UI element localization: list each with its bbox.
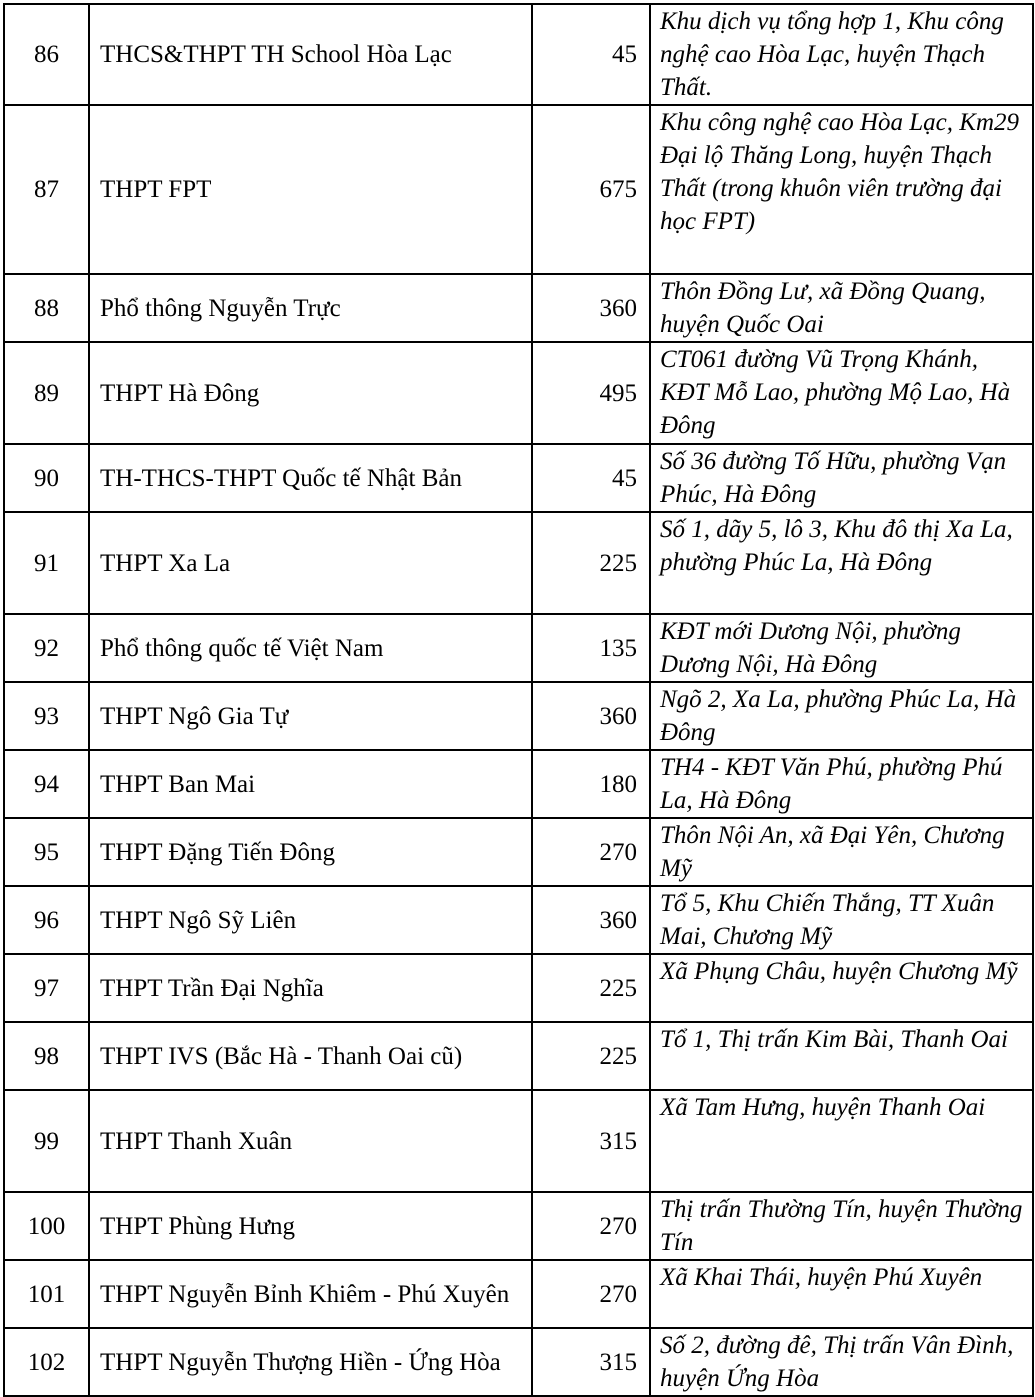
school-name: TH-THCS-THPT Quốc tế Nhật Bản	[89, 444, 532, 512]
enrollment-quota: 360	[532, 682, 650, 750]
row-number: 94	[4, 750, 89, 818]
enrollment-quota: 225	[532, 512, 650, 614]
school-name: THPT Thanh Xuân	[89, 1090, 532, 1192]
row-number: 91	[4, 512, 89, 614]
enrollment-quota: 315	[532, 1328, 650, 1396]
row-number: 97	[4, 954, 89, 1022]
school-address: Khu dịch vụ tổng hợp 1, Khu công nghệ cao Hòa Lạc, huyện Thạch Thất.	[650, 4, 1033, 105]
table-row	[4, 614, 1033, 682]
row-number: 96	[4, 886, 89, 954]
table-row	[4, 4, 1033, 105]
school-name: THPT FPT	[89, 105, 532, 274]
table-row	[4, 1260, 1033, 1328]
school-address: Số 2, đường đê, Thị trấn Vân Đình, huyện Ứng Hòa	[650, 1328, 1033, 1396]
table-body	[4, 4, 1033, 1396]
enrollment-quota: 135	[532, 614, 650, 682]
row-number: 92	[4, 614, 89, 682]
enrollment-quota: 180	[532, 750, 650, 818]
enrollment-quota: 495	[532, 342, 650, 444]
school-address: Số 1, dãy 5, lô 3, Khu đô thị Xa La, phường Phúc La, Hà Đông	[650, 512, 1033, 614]
table-row	[4, 1192, 1033, 1260]
school-name: THPT IVS (Bắc Hà - Thanh Oai cũ)	[89, 1022, 532, 1090]
school-name: THPT Nguyễn Bỉnh Khiêm - Phú Xuyên	[89, 1260, 532, 1328]
school-name: THPT Ngô Sỹ Liên	[89, 886, 532, 954]
enrollment-quota: 225	[532, 954, 650, 1022]
table-row	[4, 512, 1033, 614]
school-name: Phổ thông quốc tế Việt Nam	[89, 614, 532, 682]
row-number: 99	[4, 1090, 89, 1192]
table-row	[4, 1090, 1033, 1192]
enrollment-quota: 270	[532, 818, 650, 886]
enrollment-quota: 315	[532, 1090, 650, 1192]
enrollment-quota: 270	[532, 1192, 650, 1260]
school-name: THPT Ban Mai	[89, 750, 532, 818]
table-row	[4, 954, 1033, 1022]
row-number: 95	[4, 818, 89, 886]
school-name: THPT Phùng Hưng	[89, 1192, 532, 1260]
school-address: Thôn Nội An, xã Đại Yên, Chương Mỹ	[650, 818, 1033, 886]
row-number: 88	[4, 274, 89, 342]
table-row	[4, 682, 1033, 750]
school-address: Xã Phụng Châu, huyện Chương Mỹ	[650, 954, 1033, 1022]
table-row	[4, 750, 1033, 818]
school-name: THPT Trần Đại Nghĩa	[89, 954, 532, 1022]
table-row	[4, 274, 1033, 342]
enrollment-quota: 270	[532, 1260, 650, 1328]
school-address: Thị trấn Thường Tín, huyện Thường Tín	[650, 1192, 1033, 1260]
row-number: 86	[4, 4, 89, 105]
table-row	[4, 886, 1033, 954]
row-number: 87	[4, 105, 89, 274]
table-row	[4, 342, 1033, 444]
school-address: Xã Khai Thái, huyện Phú Xuyên	[650, 1260, 1033, 1328]
enrollment-quota: 45	[532, 444, 650, 512]
school-name: Phổ thông Nguyễn Trực	[89, 274, 532, 342]
enrollment-quota: 360	[532, 886, 650, 954]
table-row	[4, 444, 1033, 512]
school-name: THCS&THPT TH School Hòa Lạc	[89, 4, 532, 105]
school-address: Khu công nghệ cao Hòa Lạc, Km29 Đại lộ Thăng Long, huyện Thạch Thất (trong khuôn viên trường đại học FPT)	[650, 105, 1033, 274]
row-number: 101	[4, 1260, 89, 1328]
school-address: CT061 đường Vũ Trọng Khánh, KĐT Mỗ Lao, phường Mộ Lao, Hà Đông	[650, 342, 1033, 444]
table-row	[4, 105, 1033, 274]
enrollment-quota: 360	[532, 274, 650, 342]
enrollment-quota: 675	[532, 105, 650, 274]
row-number: 89	[4, 342, 89, 444]
table-row	[4, 818, 1033, 886]
school-address: Số 36 đường Tố Hữu, phường Vạn Phúc, Hà Đông	[650, 444, 1033, 512]
table-row	[4, 1328, 1033, 1396]
row-number: 90	[4, 444, 89, 512]
row-number: 100	[4, 1192, 89, 1260]
table-row	[4, 1022, 1033, 1090]
row-number: 102	[4, 1328, 89, 1396]
school-address: Thôn Đồng Lư, xã Đồng Quang, huyện Quốc Oai	[650, 274, 1033, 342]
school-address: Tổ 5, Khu Chiến Thắng, TT Xuân Mai, Chương Mỹ	[650, 886, 1033, 954]
school-quota-table	[3, 3, 1034, 1397]
enrollment-quota: 45	[532, 4, 650, 105]
school-address: Tổ 1, Thị trấn Kim Bài, Thanh Oai	[650, 1022, 1033, 1090]
school-address: TH4 - KĐT Văn Phú, phường Phú La, Hà Đông	[650, 750, 1033, 818]
school-address: Xã Tam Hưng, huyện Thanh Oai	[650, 1090, 1033, 1192]
school-name: THPT Đặng Tiến Đông	[89, 818, 532, 886]
row-number: 93	[4, 682, 89, 750]
row-number: 98	[4, 1022, 89, 1090]
school-name: THPT Ngô Gia Tự	[89, 682, 532, 750]
school-address: KĐT mới Dương Nội, phường Dương Nội, Hà Đông	[650, 614, 1033, 682]
school-name: THPT Xa La	[89, 512, 532, 614]
enrollment-quota: 225	[532, 1022, 650, 1090]
school-name: THPT Nguyễn Thượng Hiền - Ứng Hòa	[89, 1328, 532, 1396]
school-name: THPT Hà Đông	[89, 342, 532, 444]
school-address: Ngõ 2, Xa La, phường Phúc La, Hà Đông	[650, 682, 1033, 750]
